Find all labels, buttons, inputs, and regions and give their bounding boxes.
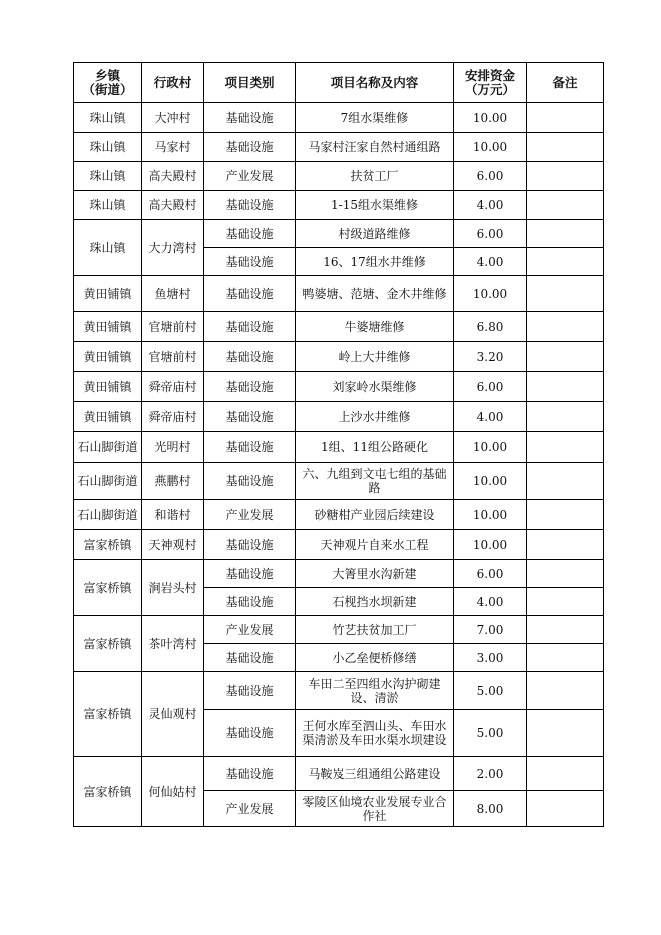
funds-cell: 4.00 bbox=[454, 191, 527, 220]
funds-cell: 4.00 bbox=[454, 402, 527, 432]
village-cell: 舜帝庙村 bbox=[142, 372, 204, 402]
category-cell: 产业发展 bbox=[204, 162, 296, 191]
header-category: 项目类别 bbox=[204, 63, 296, 103]
town-cell: 富家桥镇 bbox=[74, 672, 142, 757]
project-cell: 16、17组水井维修 bbox=[296, 248, 454, 276]
village-cell: 高夫殿村 bbox=[142, 191, 204, 220]
project-cell: 车田二至四组水沟护砌建设、清淤 bbox=[296, 672, 454, 710]
project-cell: 牛婆塘维修 bbox=[296, 312, 454, 342]
town-cell: 珠山镇 bbox=[74, 133, 142, 162]
village-cell: 光明村 bbox=[142, 432, 204, 463]
village-cell: 高夫殿村 bbox=[142, 162, 204, 191]
project-cell: 1组、11组公路硬化 bbox=[296, 432, 454, 463]
notes-cell bbox=[527, 530, 604, 560]
town-cell: 珠山镇 bbox=[74, 162, 142, 191]
notes-cell bbox=[527, 220, 604, 248]
project-cell: 竹艺扶贫加工厂 bbox=[296, 616, 454, 644]
project-cell: 岭上大井维修 bbox=[296, 342, 454, 372]
project-cell: 7组水渠维修 bbox=[296, 103, 454, 133]
village-cell: 天神观村 bbox=[142, 530, 204, 560]
category-cell: 基础设施 bbox=[204, 342, 296, 372]
town-cell: 黄田铺镇 bbox=[74, 402, 142, 432]
notes-cell bbox=[527, 644, 604, 672]
table-row bbox=[74, 133, 604, 162]
funds-cell: 10.00 bbox=[454, 276, 527, 312]
funds-cell: 5.00 bbox=[454, 710, 527, 757]
village-cell: 燕鹏村 bbox=[142, 463, 204, 500]
project-cell: 天神观片自来水工程 bbox=[296, 530, 454, 560]
project-cell: 马鞍岌三组通组公路建设 bbox=[296, 757, 454, 791]
table-row bbox=[74, 312, 604, 342]
table-row bbox=[74, 162, 604, 191]
town-cell: 珠山镇 bbox=[74, 103, 142, 133]
funds-cell: 3.20 bbox=[454, 342, 527, 372]
table-row bbox=[74, 342, 604, 372]
village-cell: 何仙姑村 bbox=[142, 757, 204, 827]
notes-cell bbox=[527, 372, 604, 402]
town-cell: 富家桥镇 bbox=[74, 560, 142, 616]
village-cell: 鱼塘村 bbox=[142, 276, 204, 312]
town-cell: 石山脚街道 bbox=[74, 500, 142, 530]
town-cell: 石山脚街道 bbox=[74, 432, 142, 463]
category-cell: 基础设施 bbox=[204, 432, 296, 463]
table-row bbox=[74, 463, 604, 500]
category-cell: 基础设施 bbox=[204, 103, 296, 133]
header-town: 乡镇 （街道） bbox=[74, 63, 142, 103]
funds-cell: 3.00 bbox=[454, 644, 527, 672]
project-cell: 王何水库至泗山头、车田水渠清淤及车田水渠水坝建设 bbox=[296, 710, 454, 757]
header-row bbox=[74, 63, 604, 103]
funds-cell: 10.00 bbox=[454, 463, 527, 500]
town-cell: 珠山镇 bbox=[74, 220, 142, 276]
category-cell: 基础设施 bbox=[204, 191, 296, 220]
notes-cell bbox=[527, 191, 604, 220]
funds-cell: 6.00 bbox=[454, 372, 527, 402]
project-cell: 小乙垒便桥修缮 bbox=[296, 644, 454, 672]
project-cell: 1-15组水渠维修 bbox=[296, 191, 454, 220]
notes-cell bbox=[527, 588, 604, 616]
funds-cell: 4.00 bbox=[454, 588, 527, 616]
village-cell: 官塘前村 bbox=[142, 312, 204, 342]
table-row bbox=[74, 372, 604, 402]
notes-cell bbox=[527, 432, 604, 463]
funds-cell: 6.00 bbox=[454, 560, 527, 588]
category-cell: 产业发展 bbox=[204, 616, 296, 644]
town-cell: 黄田铺镇 bbox=[74, 372, 142, 402]
notes-cell bbox=[527, 162, 604, 191]
village-cell: 舜帝庙村 bbox=[142, 402, 204, 432]
category-cell: 产业发展 bbox=[204, 791, 296, 827]
project-cell: 砂糖柑产业园后续建设 bbox=[296, 500, 454, 530]
town-cell: 黄田铺镇 bbox=[74, 276, 142, 312]
table-row bbox=[74, 672, 604, 710]
town-cell: 富家桥镇 bbox=[74, 757, 142, 827]
notes-cell bbox=[527, 248, 604, 276]
village-cell: 大力湾村 bbox=[142, 220, 204, 276]
category-cell: 基础设施 bbox=[204, 672, 296, 710]
table-row bbox=[74, 220, 604, 248]
notes-cell bbox=[527, 133, 604, 162]
notes-cell bbox=[527, 342, 604, 372]
category-cell: 基础设施 bbox=[204, 276, 296, 312]
table-row bbox=[74, 560, 604, 588]
funds-cell: 8.00 bbox=[454, 791, 527, 827]
funds-cell: 10.00 bbox=[454, 530, 527, 560]
village-cell: 灵仙观村 bbox=[142, 672, 204, 757]
project-cell: 上沙水井维修 bbox=[296, 402, 454, 432]
funds-cell: 6.00 bbox=[454, 162, 527, 191]
village-cell: 涧岩头村 bbox=[142, 560, 204, 616]
village-cell: 官塘前村 bbox=[142, 342, 204, 372]
funding-table bbox=[73, 62, 604, 827]
notes-cell bbox=[527, 757, 604, 791]
table-row bbox=[74, 757, 604, 791]
category-cell: 基础设施 bbox=[204, 133, 296, 162]
category-cell: 基础设施 bbox=[204, 560, 296, 588]
town-cell: 富家桥镇 bbox=[74, 530, 142, 560]
funds-cell: 5.00 bbox=[454, 672, 527, 710]
table-row bbox=[74, 432, 604, 463]
category-cell: 基础设施 bbox=[204, 757, 296, 791]
town-cell: 石山脚街道 bbox=[74, 463, 142, 500]
project-cell: 石枧挡水坝新建 bbox=[296, 588, 454, 616]
project-cell: 马家村汪家自然村通组路 bbox=[296, 133, 454, 162]
table-row bbox=[74, 191, 604, 220]
category-cell: 基础设施 bbox=[204, 644, 296, 672]
town-cell: 富家桥镇 bbox=[74, 616, 142, 672]
town-cell: 黄田铺镇 bbox=[74, 342, 142, 372]
notes-cell bbox=[527, 103, 604, 133]
funds-cell: 7.00 bbox=[454, 616, 527, 644]
category-cell: 基础设施 bbox=[204, 530, 296, 560]
village-cell: 茶叶湾村 bbox=[142, 616, 204, 672]
category-cell: 基础设施 bbox=[204, 312, 296, 342]
notes-cell bbox=[527, 402, 604, 432]
header-village: 行政村 bbox=[142, 63, 204, 103]
table-row bbox=[74, 616, 604, 644]
category-cell: 基础设施 bbox=[204, 220, 296, 248]
village-cell: 马家村 bbox=[142, 133, 204, 162]
funds-cell: 2.00 bbox=[454, 757, 527, 791]
project-cell: 大箐里水沟新建 bbox=[296, 560, 454, 588]
funds-cell: 10.00 bbox=[454, 500, 527, 530]
funds-cell: 4.00 bbox=[454, 248, 527, 276]
project-cell: 鸭婆塘、范塘、金木井维修 bbox=[296, 276, 454, 312]
category-cell: 产业发展 bbox=[204, 500, 296, 530]
project-cell: 六、九组到文屯七组的基础路 bbox=[296, 463, 454, 500]
table-row bbox=[74, 103, 604, 133]
notes-cell bbox=[527, 500, 604, 530]
village-cell: 大冲村 bbox=[142, 103, 204, 133]
table-row bbox=[74, 530, 604, 560]
category-cell: 基础设施 bbox=[204, 588, 296, 616]
town-cell: 珠山镇 bbox=[74, 191, 142, 220]
funds-cell: 10.00 bbox=[454, 103, 527, 133]
category-cell: 基础设施 bbox=[204, 463, 296, 500]
project-cell: 刘家岭水渠维修 bbox=[296, 372, 454, 402]
header-notes: 备注 bbox=[527, 63, 604, 103]
category-cell: 基础设施 bbox=[204, 710, 296, 757]
category-cell: 基础设施 bbox=[204, 372, 296, 402]
project-cell: 零陵区仙境农业发展专业合作社 bbox=[296, 791, 454, 827]
project-cell: 扶贫工厂 bbox=[296, 162, 454, 191]
funds-cell: 10.00 bbox=[454, 133, 527, 162]
header-project: 项目名称及内容 bbox=[296, 63, 454, 103]
notes-cell bbox=[527, 276, 604, 312]
category-cell: 基础设施 bbox=[204, 248, 296, 276]
table-row bbox=[74, 402, 604, 432]
town-cell: 黄田铺镇 bbox=[74, 312, 142, 342]
project-cell: 村级道路维修 bbox=[296, 220, 454, 248]
notes-cell bbox=[527, 791, 604, 827]
notes-cell bbox=[527, 463, 604, 500]
notes-cell bbox=[527, 560, 604, 588]
header-funds: 安排资金 （万元） bbox=[454, 63, 527, 103]
notes-cell bbox=[527, 312, 604, 342]
table-row bbox=[74, 276, 604, 312]
table-row bbox=[74, 500, 604, 530]
funds-cell: 6.80 bbox=[454, 312, 527, 342]
notes-cell bbox=[527, 672, 604, 710]
notes-cell bbox=[527, 616, 604, 644]
category-cell: 基础设施 bbox=[204, 402, 296, 432]
notes-cell bbox=[527, 710, 604, 757]
village-cell: 和谐村 bbox=[142, 500, 204, 530]
funds-cell: 6.00 bbox=[454, 220, 527, 248]
funds-cell: 10.00 bbox=[454, 432, 527, 463]
